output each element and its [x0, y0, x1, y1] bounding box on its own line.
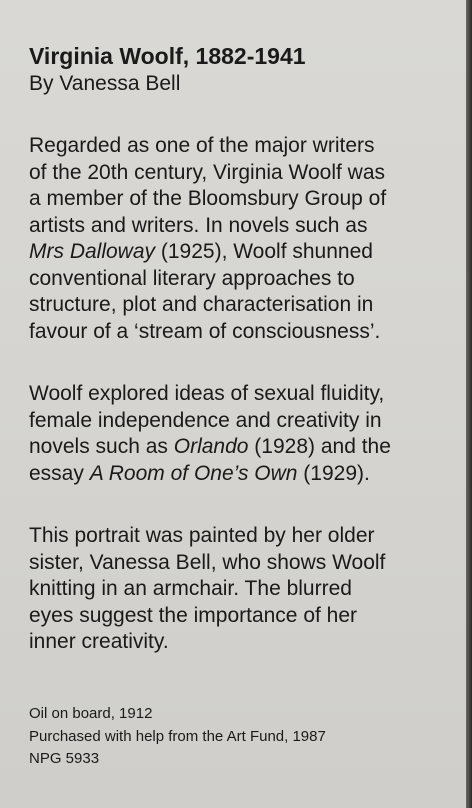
medium-and-date: Oil on board, 1912	[29, 705, 153, 722]
text-segment: structure, plot and characterisation in	[29, 293, 374, 316]
italic-work-title: Orlando	[173, 435, 249, 458]
paragraph-line	[29, 213, 386, 240]
text-segment: novels such as	[29, 435, 174, 458]
text-segment: (1929).	[297, 461, 370, 485]
text-segment: sister, Vanessa Bell, who shows Woolf	[29, 550, 386, 574]
text-segment: Regarded as one of the major writers	[29, 134, 375, 157]
paragraph-line	[29, 239, 386, 266]
artist-byline: By Vanessa Bell	[29, 72, 181, 95]
text-segment: (1928) and the	[248, 435, 391, 458]
label-text-block	[29, 42, 459, 767]
text-segment: inner creativity.	[29, 630, 169, 653]
paragraph-line	[29, 576, 385, 603]
accession-number: NPG 5933	[29, 750, 100, 767]
text-segment: essay	[29, 461, 90, 485]
paragraph-line	[29, 186, 386, 213]
artwork-title: Virginia Woolf, 1882-1941	[29, 43, 306, 69]
acquisition-credit: Purchased with help from the Art Fund, 1987	[29, 727, 326, 745]
paragraph-line	[29, 550, 385, 577]
paragraph-line	[29, 408, 391, 435]
italic-work-title: A Room of One’s Own	[89, 461, 298, 485]
text-segment: knitting in an armchair. The blurred	[29, 577, 352, 600]
card-edge-shadow	[466, 0, 472, 808]
text-segment: conventional literary approaches to	[29, 266, 355, 290]
paragraph-line	[29, 133, 386, 160]
italic-work-title: Mrs Dalloway	[29, 240, 156, 263]
text-segment: of the 20th century, Virginia Woolf was	[29, 160, 386, 184]
paragraph-line	[29, 319, 386, 346]
paragraph-line	[29, 461, 391, 488]
paragraph-line	[29, 160, 386, 187]
text-segment: (1925), Woolf shunned	[155, 240, 373, 263]
text-segment: This portrait was painted by her older	[29, 524, 375, 547]
text-segment: a member of the Bloomsbury Group of	[29, 187, 387, 210]
description-paragraph-3	[29, 523, 385, 656]
description-paragraph-1	[29, 133, 386, 345]
paragraph-line	[29, 523, 385, 550]
paragraph-line	[29, 266, 386, 293]
text-segment: eyes suggest the importance of her	[29, 603, 358, 627]
description-paragraph-2	[29, 381, 391, 487]
text-segment: artists and writers. In novels such as	[29, 213, 368, 237]
paragraph-line	[29, 629, 385, 656]
text-segment: Woolf explored ideas of sexual fluidity,	[29, 382, 385, 405]
paragraph-line	[29, 603, 385, 630]
credit-line-block	[29, 703, 326, 771]
paragraph-line	[29, 381, 391, 408]
paragraph-line	[29, 434, 391, 461]
text-segment: female independence and creativity in	[29, 408, 382, 432]
text-segment: favour of a ‘stream of consciousness’.	[29, 319, 381, 343]
paragraph-line	[29, 292, 386, 319]
